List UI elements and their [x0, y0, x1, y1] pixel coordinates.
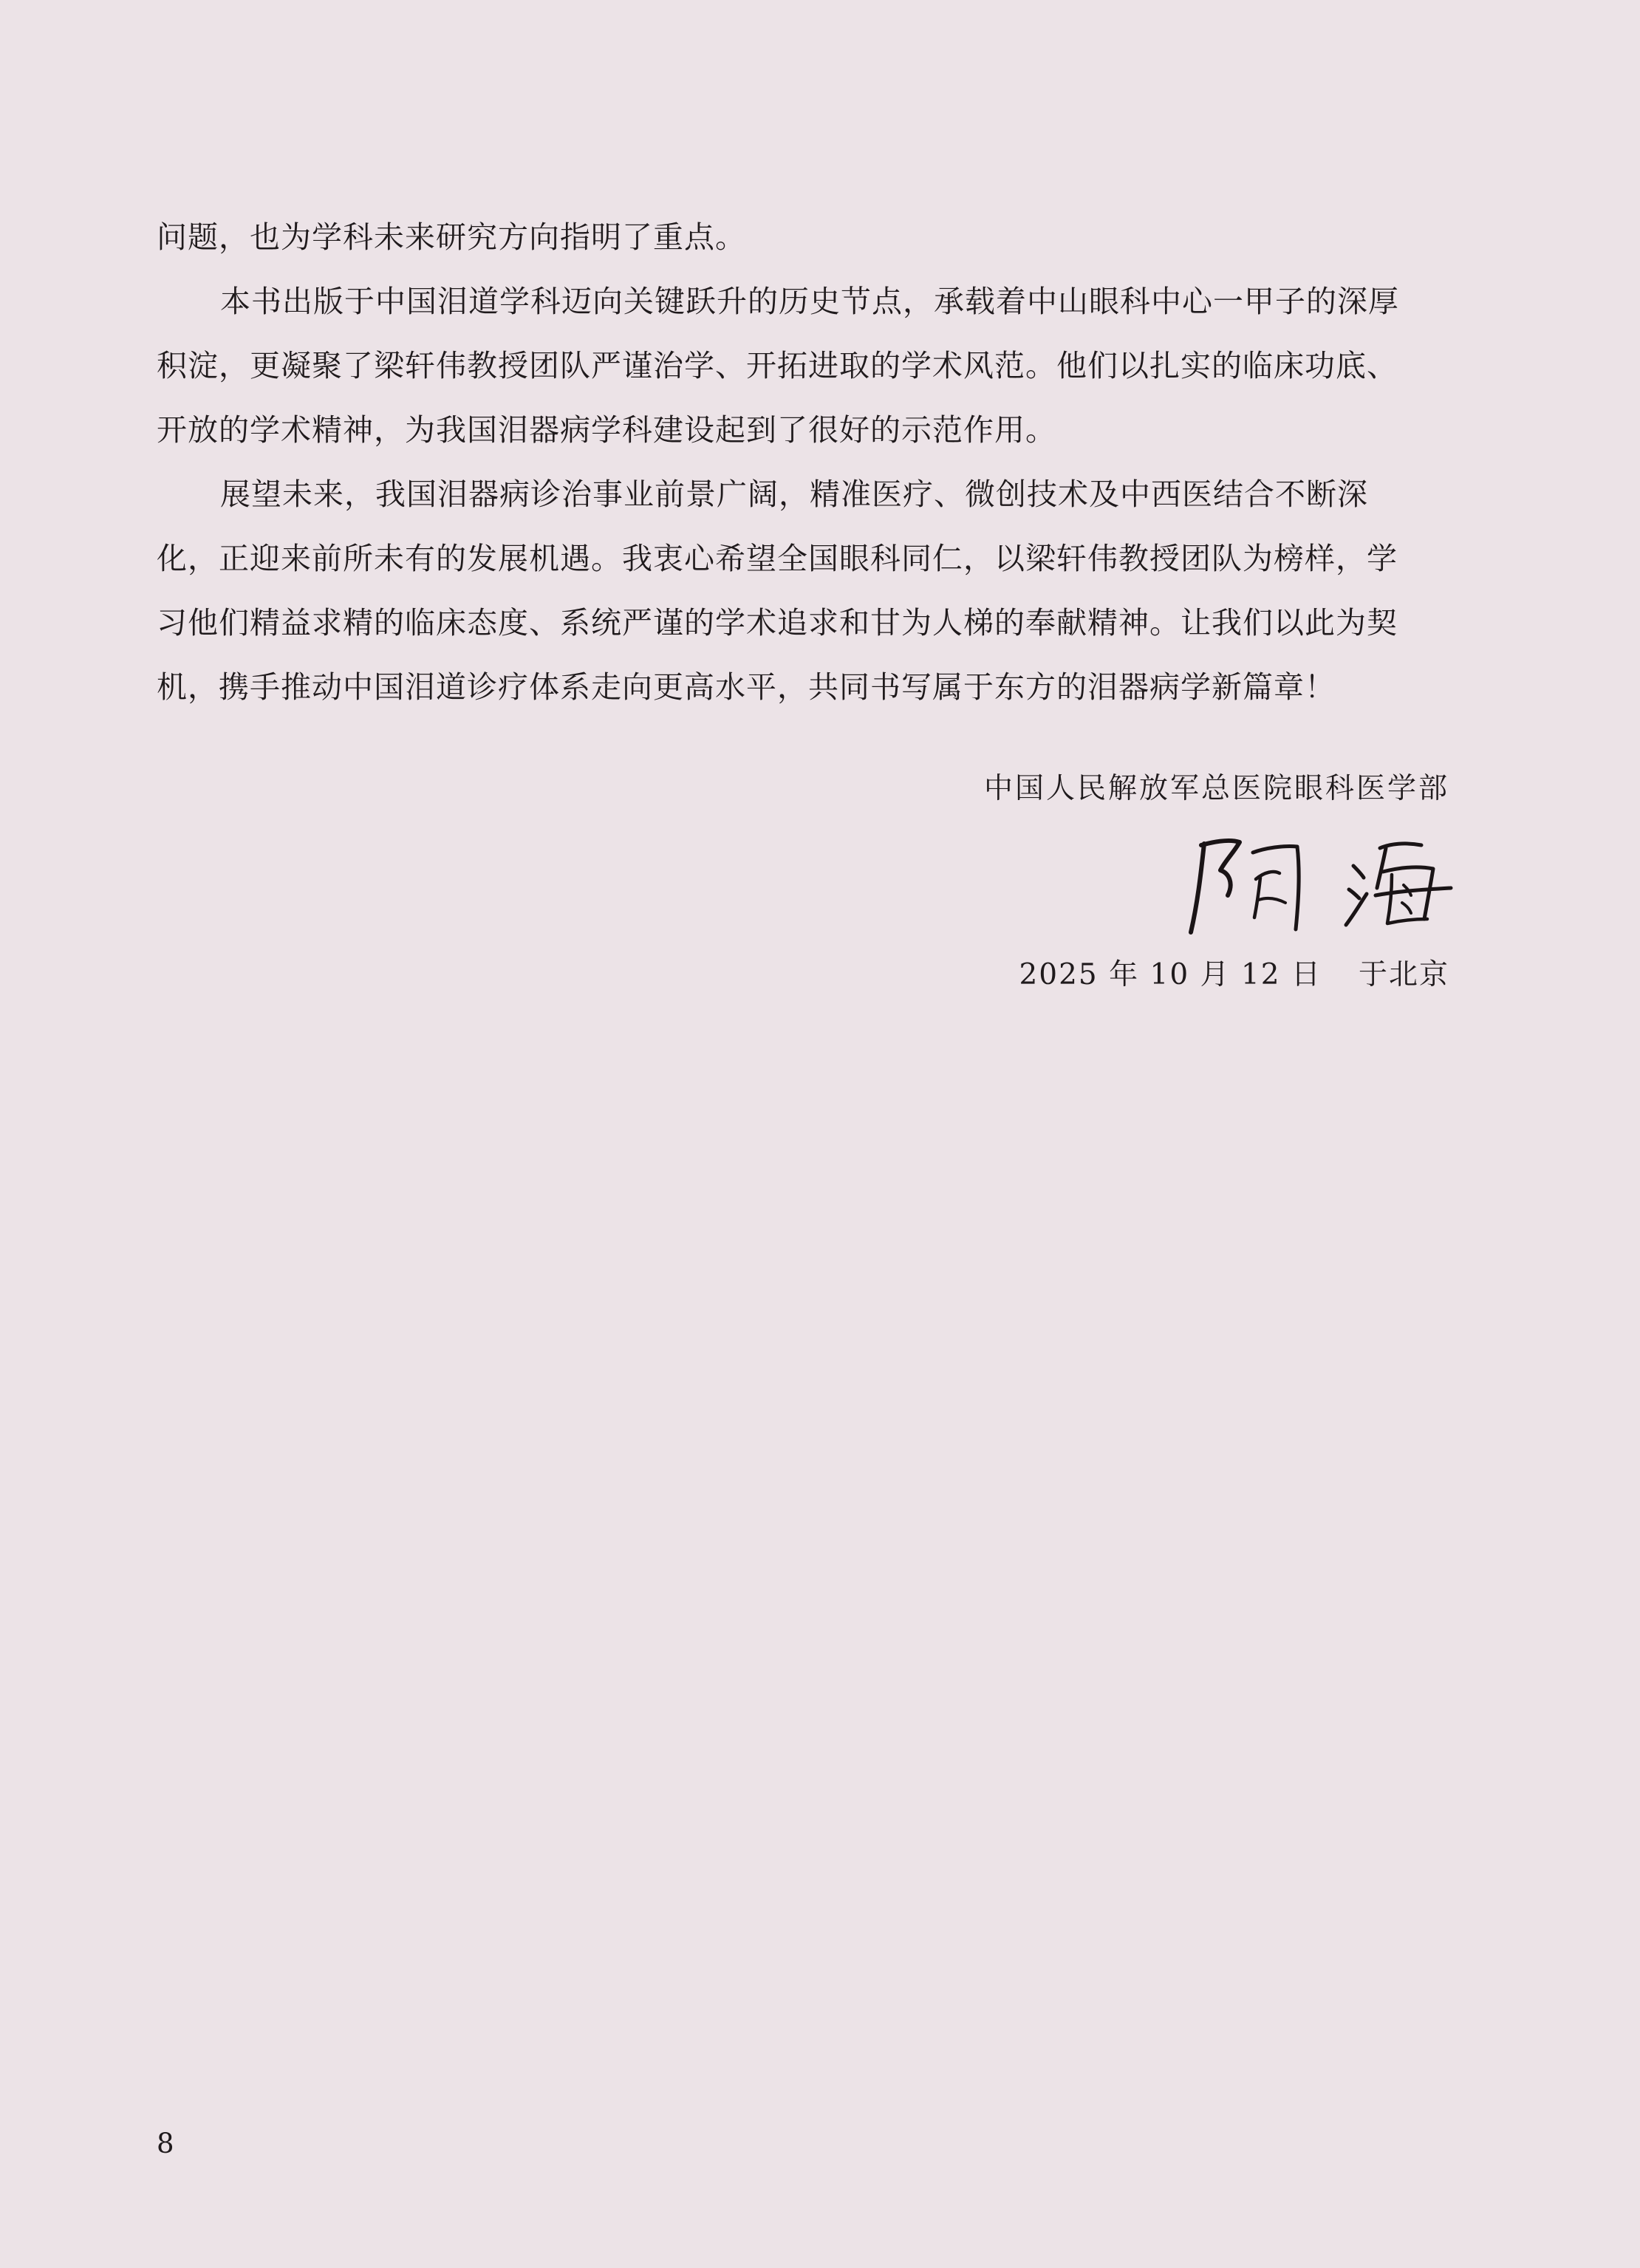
page-number: 8 [157, 2128, 174, 2159]
text-line: 化，正迎来前所未有的发展机遇。我衷心希望全国眼科同仁，以梁轩伟教授团队为榜样，学 [157, 541, 1398, 576]
paragraph-3 [157, 462, 1449, 720]
place: 于北京 [1358, 958, 1449, 991]
paragraph-2 [157, 270, 1449, 462]
text-line: 开放的学术精神，为我国泪器病学科建设起到了很好的示范作用。 [157, 412, 1056, 448]
text-line: 本书出版于中国泪道学科迈向关键跃升的历史节点，承载着中山眼科中心一甲子的深厚 [220, 284, 1399, 319]
dateline [1019, 952, 1449, 993]
text-line: 积淀，更凝聚了梁轩伟教授团队严谨治学、开拓进取的学术风范。他们以扎实的临床功底、 [157, 348, 1398, 383]
text-line: 问题，也为学科未来研究方向指明了重点。 [157, 219, 746, 255]
date: 2025 年 10 月 12 日 [1019, 958, 1322, 991]
text-line: 展望未来，我国泪器病诊治事业前景广阔，精准医疗、微创技术及中西医结合不断深 [220, 477, 1368, 512]
text-line: 习他们精益求精的临床态度、系统严谨的学术追求和甘为人梯的奉献精神。让我们以此为契 [157, 605, 1398, 641]
handwritten-signature [1182, 826, 1457, 938]
body-text [157, 205, 1449, 720]
paragraph-1 [157, 205, 1449, 270]
author-affiliation: 中国人民解放军总医院眼科医学部 [983, 772, 1449, 805]
text-line: 机，携手推动中国泪道诊疗体系走向更高水平，共同书写属于东方的泪器病学新篇章！ [157, 669, 1336, 705]
